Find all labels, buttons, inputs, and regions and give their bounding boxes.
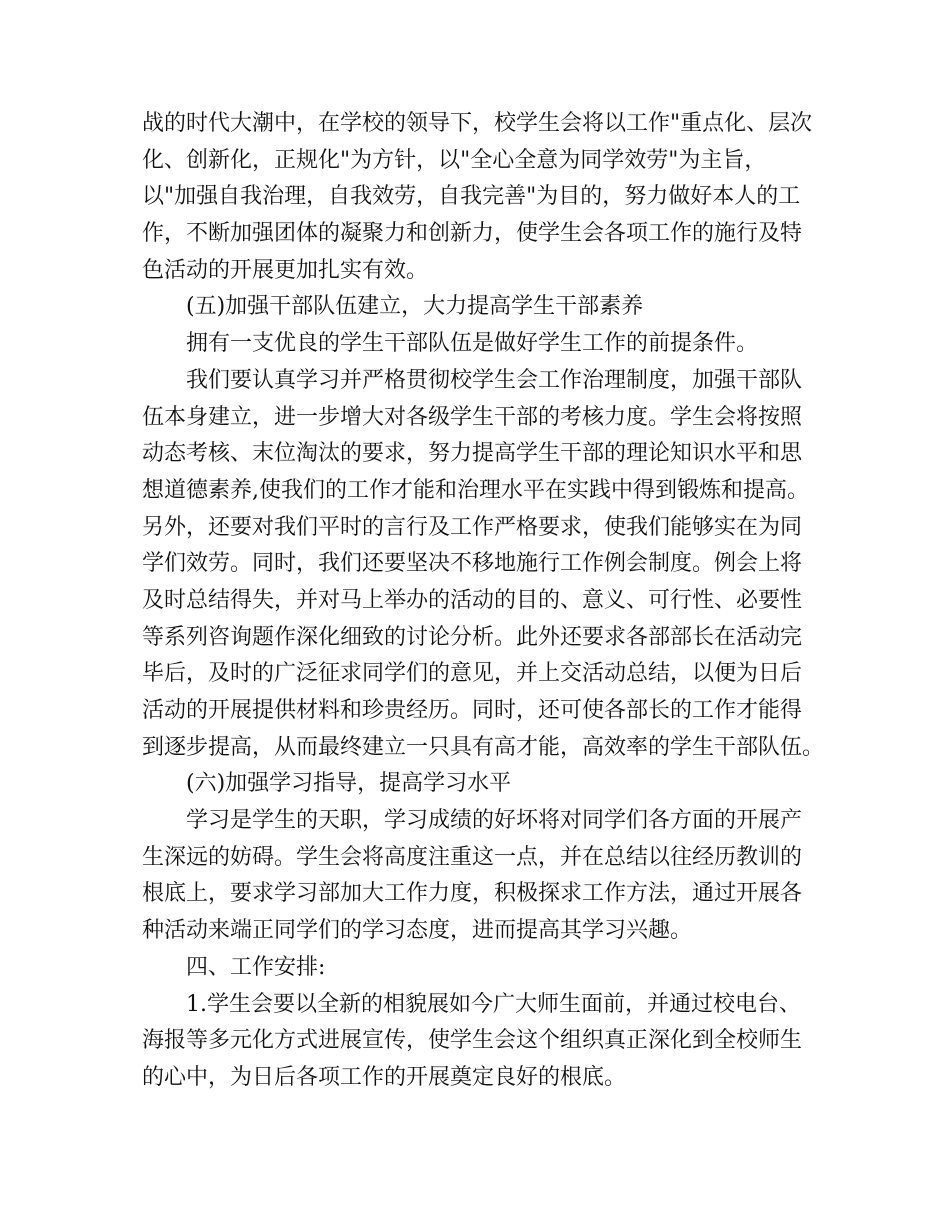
text-line: 战的时代大潮中，在学校的领导下，校学生会将以工作"重点化、层次 — [142, 111, 813, 136]
text-line: 化、创新化，正规化"为方针，以"全心全意为同学效劳"为主旨， — [142, 147, 767, 173]
text-line: 1.学生会要以全新的相貌展如今广大师生面前，并通过校电台、 — [186, 991, 801, 1017]
section-heading-6: (六)加强学习指导，提高学习水平 — [186, 771, 512, 797]
text-line: 伍本身建立，进一步增大对各级学生干部的考核力度。学生会将按照 — [142, 404, 803, 430]
document-body — [142, 106, 825, 1097]
text-line: 以"加强自我治理，自我效劳，自我完善"为目的，努力做好本人的工 — [142, 184, 801, 210]
section-heading-4: 四、工作安排: — [186, 954, 326, 980]
text-line: 海报等多元化方式进展宣传，使学生会这个组织真正深化到全校师生 — [142, 1028, 803, 1054]
text-line: 种活动来端正同学们的学习态度，进而提高其学习兴趣。 — [142, 918, 693, 944]
text-line: 等系列咨询题作深化细致的讨论分析。此外还要求各部部长在活动完 — [142, 624, 803, 650]
text-line: 的心中，为日后各项工作的开展奠定良好的根底。 — [142, 1064, 627, 1090]
text-line: 动态考核、末位淘汰的要求，努力提高学生干部的理论知识水平和思 — [142, 441, 803, 467]
text-line: 毕后，及时的广泛征求同学们的意见，并上交活动总结，以便为日后 — [142, 661, 803, 687]
text-line: 活动的开展提供材料和珍贵经历。同时，还可使各部长的工作才能得 — [142, 698, 803, 723]
text-line: 学们效劳。同时，我们还要坚决不移地施行工作例会制度。例会上将 — [142, 551, 803, 577]
section-heading-5: (五)加强干部队伍建立，大力提高学生干部素养 — [186, 294, 644, 320]
text-line: 另外，还要对我们平时的言行及工作严格要求，使我们能够实在为同 — [142, 514, 803, 540]
text-line: 根底上，要求学习部加大工作力度，积极探求工作方法，通过开展各 — [142, 881, 803, 907]
text-line: 到逐步提高，从而最终建立一只具有高才能，高效率的学生干部队伍。 — [142, 734, 825, 760]
text-line: 拥有一支优良的学生干部队伍是做好学生工作的前提条件。 — [186, 331, 759, 357]
text-line: 作，不断加强团体的凝聚力和创新力，使学生会各项工作的施行及特 — [142, 221, 803, 247]
text-line: 想道德素养,使我们的工作才能和治理水平在实践中得到锻炼和提高。 — [142, 477, 809, 503]
text-line: 学习是学生的天职，学习成绩的好坏将对同学们各方面的开展产 — [186, 808, 803, 834]
text-line: 及时总结得失，并对马上举办的活动的目的、意义、可行性、必要性 — [142, 587, 803, 613]
text-line: 生深远的妨碍。学生会将高度注重这一点，并在总结以往经历教训的 — [142, 844, 803, 870]
text-line: 色活动的开展更加扎实有效。 — [142, 257, 429, 283]
text-line: 我们要认真学习并严格贯彻校学生会工作治理制度，加强干部队 — [186, 367, 803, 393]
